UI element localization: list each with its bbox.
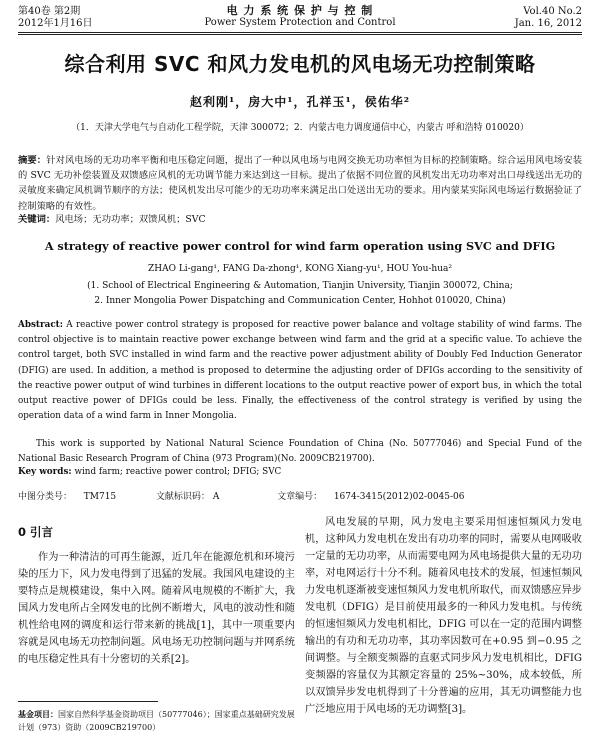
authors-cn: 赵利刚¹，房大中¹，孔祥玉¹，侯佑华²: [189, 95, 411, 109]
funding-en: This work is supported by National Natural Science Foundation of China (No. 50777046) and Special Fund of the National Basic Research Program of China (973 Program)(No. 2009CB219700).: [18, 439, 582, 464]
intro-paragraph-2: 风电发展的早期，风力发电主要采用恒速恒频风力发电机，这种风力发电机在发出有功功率的同时，需要从电网吸收一定量的无功功率，从而需要电网为风电场提供大量的无功功率，对电网运行十分不利。随着风电技术的发展，恒速恒频风力发电机逐渐被变速恒频风力发电机所取代，而双馈感应异步发电机（DFIG）是目前使用最多的一种风力发电机。与传统的恒速恒频风力发电机相比，DFIG 可以在一定的范围内调整输出的有功和无功功率，其功率因数可在+0.95 到−0.95 之间调整。与全额变频器的直驱式同步风力发电机相比，DFIG变频器的容量仅为其额定容量的 25%~30%，成本较低，所以双馈异步发电机得到了十分普遍的应用，其无功调整能力也广泛地应用于风电场的无功调整[3]。: [305, 517, 582, 715]
keywords-en: [18, 466, 582, 479]
footnote-rule: [18, 701, 158, 702]
header-rule: [18, 32, 582, 35]
footnote-label: 基金项目：: [18, 709, 58, 719]
section-title-intro: 0 引言: [18, 525, 54, 539]
affiliation-en-1: (1. School of Electrical Engineering & Automation, Tianjin University, Tianjin 300072, China;: [87, 281, 513, 291]
keywords-en-text: wind farm; reactive power control; DFIG; SVC: [71, 467, 282, 477]
header-volume-en: Vol.40 No.2: [523, 6, 582, 17]
header-vol-en: [515, 6, 582, 30]
body-right-column: [305, 514, 582, 718]
abstract-cn-text: 针对风电场的无功功率平衡和电压稳定问题，提出了一种以风电场与电网交换无功功率恒为目标的控制策略。综合运用风电场安装的 SVC 无功补偿装置及双馈感应风机的无功调节能力来达到这一目标。提出了依据不同位置的风机发出无功功率对出口母线送出无功的灵敏度来确定风机调节顺序的方法；使风机发出尽可能少的无功功率来满足出口处送出无功的要求。用内蒙某实际风电场运行数据验证了控制策略的有效性。: [18, 155, 582, 212]
affiliation-en-2: 2. Inner Mongolia Power Dispatching and Communication Center, Hohhot 010020, China): [94, 296, 506, 306]
article-no-value: 1674-3415(2012)02-0045-06: [333, 492, 465, 502]
header-volume-cn: 第40卷 第2期: [18, 6, 81, 17]
header-journal-en: Power System Protection and Control: [204, 17, 396, 28]
abstract-en: [18, 318, 582, 424]
doc-code-label: 文献标识码：: [155, 492, 210, 502]
keywords-cn-text: 风电场；无功功率；双馈风机；SVC: [55, 214, 206, 225]
keywords-en-label: Key words:: [18, 467, 72, 477]
doc-code-value: A: [212, 492, 220, 502]
body-left-column: [18, 524, 295, 668]
affiliations-en: [0, 279, 600, 309]
abstract-en-text: A reactive power control strategy is proposed for reactive power balance and voltage stability of wind farms. The control objective is to maintain reactive power exchange between wind farm and the grid at a specific value. To achieve the control target, both SVC installed in wind farm and the reactive power adjustment ability of Doubly Fed Induction Generator (DFIG) are used. In addition, a method is proposed to determine the adjusting order of DFIGs according to the sensitivity of the reactive power output of wind turbines in different locations to the output reactive power of export bus, in which the total output reactive power of DFIGs could be less. Finally, the effectiveness of the control strategy is verified by using the operation data of a wind farm in Inner Mongolia.: [18, 320, 582, 422]
footnote-funding: [18, 708, 295, 734]
classification-line: [18, 491, 582, 504]
header-date-en: Jan. 16, 2012: [514, 18, 582, 29]
header-journal-cn: 电 力 系 统 保 护 与 控 制: [226, 4, 374, 17]
article-no-label: 文章编号：: [277, 492, 323, 502]
authors-en: ZHAO Li-gang¹, FANG Da-zhong¹, KONG Xiang-yu¹, HOU You-hua²: [147, 264, 452, 274]
paper-title-en: A strategy of reactive power control for wind farm operation using SVC and DFIG: [44, 239, 556, 253]
abstract-cn: [18, 153, 582, 214]
footnote-text: 国家自然科学基金资助项目（50777046）；国家重点基础研究发展计划（973）资助（2009CB219700）: [18, 710, 295, 732]
clc-value: TM715: [83, 492, 117, 502]
affiliation-cn: （1．天津大学电气与自动化工程学院，天津 300072；2．内蒙古电力调度通信中心，内蒙古 呼和浩特 010020）: [71, 123, 529, 133]
header-date-cn: 2012年1月16日: [18, 18, 93, 29]
abstract-cn-label: 摘要：: [18, 155, 47, 166]
clc-label: 中图分类号：: [18, 492, 73, 502]
keywords-cn-label: 关键词：: [18, 214, 56, 225]
intro-paragraph-1: 作为一种清洁的可再生能源，近几年在能源危机和环境污染的压力下，风力发电得到了迅猛的发展。我国风电建设的主要特点是规模建设，集中入网。随着风电规模的不断扩大，我国风力发电所占全网发电的比例不断增大，风电的波动性和随机性给电网的调度和运行带来新的挑战[1]，其中一项重要内容就是风电场无功控制问题。风电场无功控制问题与并网系统的电压稳定性具有十分密切的关系[2]。: [18, 552, 295, 665]
header-journal: [0, 5, 600, 29]
abstract-en-label: Abstract:: [18, 320, 63, 330]
keywords-cn: [18, 213, 582, 226]
paper-title-cn: 综合利用 SVC 和风力发电机的风电场无功控制策略: [64, 52, 536, 76]
